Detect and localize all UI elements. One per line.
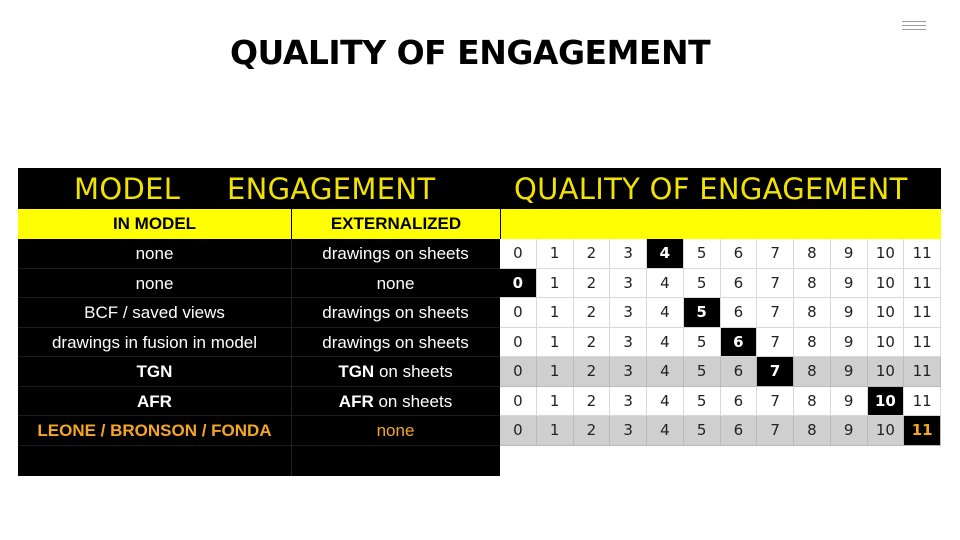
score-cell: 10	[868, 298, 905, 328]
score-cell: 8	[794, 328, 831, 358]
score-cell: 2	[574, 416, 611, 446]
score-cell: 1	[537, 239, 574, 269]
score-cell: 7	[757, 269, 794, 299]
score-cell: 6	[721, 298, 758, 328]
externalized-cell	[291, 269, 500, 299]
in-model-cell	[18, 387, 291, 417]
externalized-bold-text: TGN	[338, 362, 375, 381]
score-cell: 9	[831, 328, 868, 358]
score-cell: 11	[904, 239, 941, 269]
score-cell: 5	[684, 416, 721, 446]
score-cell: 6	[721, 357, 758, 387]
score-cell: 6	[721, 239, 758, 269]
score-cell: 9	[831, 298, 868, 328]
score-cell: 0	[500, 416, 537, 446]
in-model-cell	[18, 357, 291, 387]
score-cell: 1	[537, 416, 574, 446]
in-model-text: LEONE / BRONSON / FONDA	[37, 421, 272, 440]
in-model-text: none	[135, 244, 174, 263]
score-cell: 7	[757, 387, 794, 417]
externalized-text: drawings on sheets	[322, 332, 469, 352]
score-cell: 3	[610, 416, 647, 446]
score-cell: 8	[794, 357, 831, 387]
table-row	[18, 239, 500, 269]
score-cell: 4	[647, 298, 684, 328]
score-cell: 2	[574, 357, 611, 387]
score-cell: 10	[868, 328, 905, 358]
score-cell: 7	[757, 239, 794, 269]
externalized-cell	[291, 328, 500, 358]
score-cell: 3	[610, 269, 647, 299]
in-model-text: drawings in fusion in model	[51, 332, 258, 352]
score-cell: 4	[647, 269, 684, 299]
score-cell: 4	[647, 387, 684, 417]
externalized-bold-text: AFR	[338, 391, 374, 411]
score-cell: 3	[610, 328, 647, 358]
hamburger-menu-icon[interactable]	[902, 21, 926, 30]
score-cell: 11	[904, 298, 941, 328]
score-cell: 4	[647, 416, 684, 446]
selected-score-cell: 10	[868, 387, 905, 417]
externalized-text: on sheets	[374, 362, 453, 381]
quality-scale-row	[500, 416, 941, 446]
externalized-cell	[291, 298, 500, 328]
table-row	[18, 387, 500, 417]
externalized-text: drawings on sheets	[322, 303, 469, 322]
table-row	[18, 328, 500, 358]
score-cell: 6	[721, 269, 758, 299]
quality-scale-row	[500, 298, 941, 328]
score-cell: 7	[757, 416, 794, 446]
externalized-cell	[291, 239, 500, 269]
score-cell: 7	[757, 298, 794, 328]
score-cell: 1	[537, 387, 574, 417]
score-cell: 6	[721, 387, 758, 417]
score-cell: 9	[831, 357, 868, 387]
score-cell: 10	[868, 357, 905, 387]
quality-scale-row	[500, 269, 941, 299]
score-cell: 5	[684, 387, 721, 417]
column-header-row	[18, 209, 941, 239]
score-cell: 10	[868, 269, 905, 299]
score-cell: 2	[574, 328, 611, 358]
score-cell: 8	[794, 298, 831, 328]
score-cell: 1	[537, 269, 574, 299]
score-cell: 8	[794, 416, 831, 446]
score-cell: 6	[721, 416, 758, 446]
externalized-text: none	[376, 273, 415, 293]
score-cell: 11	[904, 269, 941, 299]
row-divider	[18, 445, 500, 446]
quality-scale-row	[500, 328, 941, 358]
score-cell: 3	[610, 298, 647, 328]
selected-score-cell: 6	[721, 328, 758, 358]
selected-score-cell: 5	[684, 298, 721, 328]
score-cell: 3	[610, 357, 647, 387]
score-cell: 10	[868, 239, 905, 269]
quality-scale-row	[500, 239, 941, 269]
score-cell: 0	[500, 239, 537, 269]
score-cell: 11	[904, 357, 941, 387]
in-model-cell	[18, 416, 291, 446]
model-heading: MODEL	[74, 172, 181, 206]
score-cell: 9	[831, 416, 868, 446]
selected-score-cell: 7	[757, 357, 794, 387]
score-cell: 3	[610, 387, 647, 417]
score-cell: 2	[574, 269, 611, 299]
table-row	[18, 269, 500, 299]
score-cell: 5	[684, 357, 721, 387]
score-cell: 9	[831, 239, 868, 269]
score-cell: 3	[610, 239, 647, 269]
selected-score-cell: 4	[647, 239, 684, 269]
score-cell: 2	[574, 239, 611, 269]
header-divider	[500, 209, 501, 239]
score-cell: 7	[757, 328, 794, 358]
selected-score-cell: 0	[500, 269, 537, 299]
score-cell: 1	[537, 357, 574, 387]
in-model-text: BCF / saved views	[84, 303, 225, 322]
score-cell: 4	[647, 357, 684, 387]
score-cell: 10	[868, 416, 905, 446]
in-model-text: AFR	[137, 391, 172, 411]
score-cell: 0	[500, 387, 537, 417]
score-cell: 5	[684, 269, 721, 299]
in-model-text: none	[135, 273, 174, 293]
table-row	[18, 357, 500, 387]
score-cell: 0	[500, 328, 537, 358]
score-cell: 4	[647, 328, 684, 358]
score-cell: 9	[831, 269, 868, 299]
page-title: QUALITY OF ENGAGEMENT	[230, 33, 711, 72]
score-cell: 0	[500, 298, 537, 328]
score-cell: 5	[684, 239, 721, 269]
externalized-header: EXTERNALIZED	[330, 214, 462, 233]
score-cell: 2	[574, 298, 611, 328]
externalized-cell	[291, 387, 500, 417]
selected-score-cell: 11	[904, 416, 941, 446]
quality-header	[500, 168, 941, 209]
externalized-cell	[291, 357, 500, 387]
externalized-cell	[291, 416, 500, 446]
externalized-text: none	[376, 421, 415, 440]
in-model-cell	[18, 328, 291, 358]
in-model-cell	[18, 269, 291, 299]
quality-scale-row	[500, 357, 941, 387]
score-cell: 11	[904, 328, 941, 358]
score-cell: 8	[794, 239, 831, 269]
externalized-text: drawings on sheets	[322, 244, 469, 263]
score-cell: 9	[831, 387, 868, 417]
quality-scale-row	[500, 387, 941, 417]
in-model-cell	[18, 239, 291, 269]
externalized-text: on sheets	[373, 391, 453, 411]
in-model-cell	[18, 298, 291, 328]
score-cell: 0	[500, 357, 537, 387]
score-cell: 1	[537, 328, 574, 358]
engagement-table	[18, 168, 941, 476]
score-cell: 5	[684, 328, 721, 358]
in-model-header: IN MODEL	[112, 214, 197, 233]
score-cell: 2	[574, 387, 611, 417]
in-model-text: TGN	[136, 362, 173, 381]
table-row	[18, 298, 500, 328]
table-row	[18, 416, 500, 446]
score-cell: 11	[904, 387, 941, 417]
score-cell: 1	[537, 298, 574, 328]
score-cell: 8	[794, 269, 831, 299]
engagement-heading: ENGAGEMENT	[227, 172, 436, 206]
score-cell: 8	[794, 387, 831, 417]
quality-heading: QUALITY OF ENGAGEMENT	[514, 172, 908, 206]
